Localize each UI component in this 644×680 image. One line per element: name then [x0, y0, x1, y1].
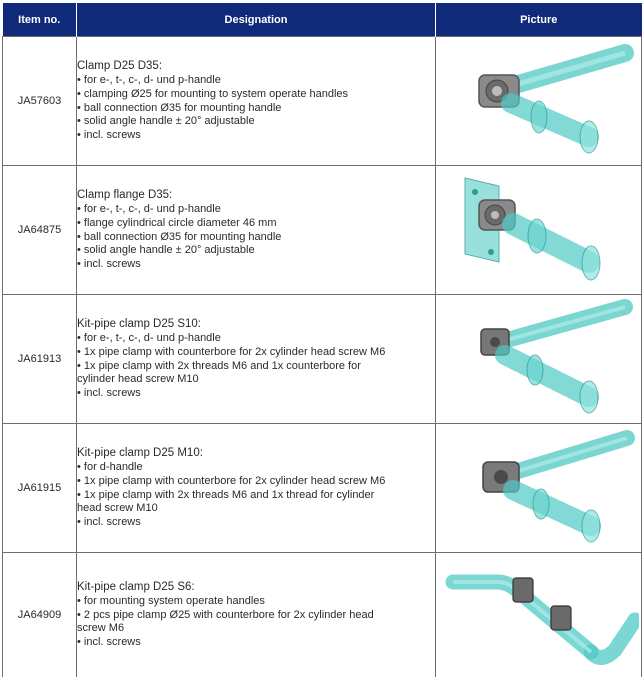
picture-cell [436, 166, 642, 295]
item-number: JA61913 [3, 295, 77, 424]
kit-pipe-clamp-s6-image [439, 556, 639, 674]
picture-cell [436, 295, 642, 424]
designation-cell [77, 37, 436, 166]
feature-line: • 1x pipe clamp with counterbore for 2x cylinder head screw M6 [77, 345, 386, 358]
feature-line: • for e-, t-, c-, d- und p-handle [77, 203, 221, 216]
picture-cell [436, 553, 642, 678]
item-number: JA64875 [3, 166, 77, 295]
item-number: JA61915 [3, 424, 77, 553]
table-header-row [3, 3, 642, 37]
item-number: JA64909 [3, 553, 77, 678]
table-row [3, 295, 642, 424]
feature-line: • incl. screws [77, 515, 141, 528]
feature-line: • for e-, t-, c-, d- und p-handle [77, 332, 221, 345]
picture-cell [436, 37, 642, 166]
feature-line: • 2 pcs pipe clamp Ø25 with counterbore for 2x cylinder head [77, 608, 374, 621]
feature-line: • for e-, t-, c-, d- und p-handle [77, 74, 221, 87]
product-title: Kit-pipe clamp D25 S6: [77, 580, 195, 593]
feature-line: • ball connection Ø35 for mounting handle [77, 230, 282, 243]
product-title: Clamp D25 D35: [77, 59, 163, 72]
product-title: Kit-pipe clamp D25 M10: [77, 446, 203, 459]
product-table [2, 3, 642, 677]
kit-pipe-clamp-m10-image [439, 428, 639, 548]
feature-line: • for mounting system operate handles [77, 595, 265, 608]
table-row [3, 37, 642, 166]
feature-line: head screw M10 [77, 502, 158, 515]
feature-line: • for d-handle [77, 461, 143, 474]
header-item-no: Item no. [3, 3, 77, 37]
feature-line: • solid angle handle ± 20° adjustable [77, 115, 255, 128]
designation-cell [77, 424, 436, 553]
kit-pipe-clamp-s10-image [439, 299, 639, 419]
clamp-flange-d35-image [439, 170, 639, 290]
feature-line: • incl. screws [77, 635, 141, 648]
feature-line: • incl. screws [77, 128, 141, 141]
feature-line: • 1x pipe clamp with counterbore for 2x cylinder head screw M6 [77, 474, 386, 487]
feature-line: • 1x pipe clamp with 2x threads M6 and 1x counterbore for [77, 359, 361, 372]
header-designation: Designation [77, 3, 436, 37]
table-row [3, 166, 642, 295]
feature-line: • clamping Ø25 for mounting to system operate handles [77, 87, 349, 100]
feature-line: cylinder head screw M10 [77, 373, 199, 386]
table-row [3, 553, 642, 678]
feature-line: • flange cylindrical circle diameter 46 mm [77, 216, 277, 229]
feature-line: • ball connection Ø35 for mounting handle [77, 101, 282, 114]
designation-cell [77, 553, 436, 678]
product-title: Kit-pipe clamp D25 S10: [77, 317, 202, 330]
designation-cell [77, 166, 436, 295]
feature-line: screw M6 [77, 622, 125, 635]
feature-line: • solid angle handle ± 20° adjustable [77, 244, 255, 257]
designation-cell [77, 295, 436, 424]
picture-cell [436, 424, 642, 553]
header-picture: Picture [436, 3, 642, 37]
clamp-d25-d35-image [439, 41, 639, 161]
table-row [3, 424, 642, 553]
feature-line: • incl. screws [77, 257, 141, 270]
product-title: Clamp flange D35: [77, 188, 173, 201]
item-number: JA57603 [3, 37, 77, 166]
feature-line: • incl. screws [77, 386, 141, 399]
feature-line: • 1x pipe clamp with 2x threads M6 and 1x thread for cylinder [77, 488, 375, 501]
